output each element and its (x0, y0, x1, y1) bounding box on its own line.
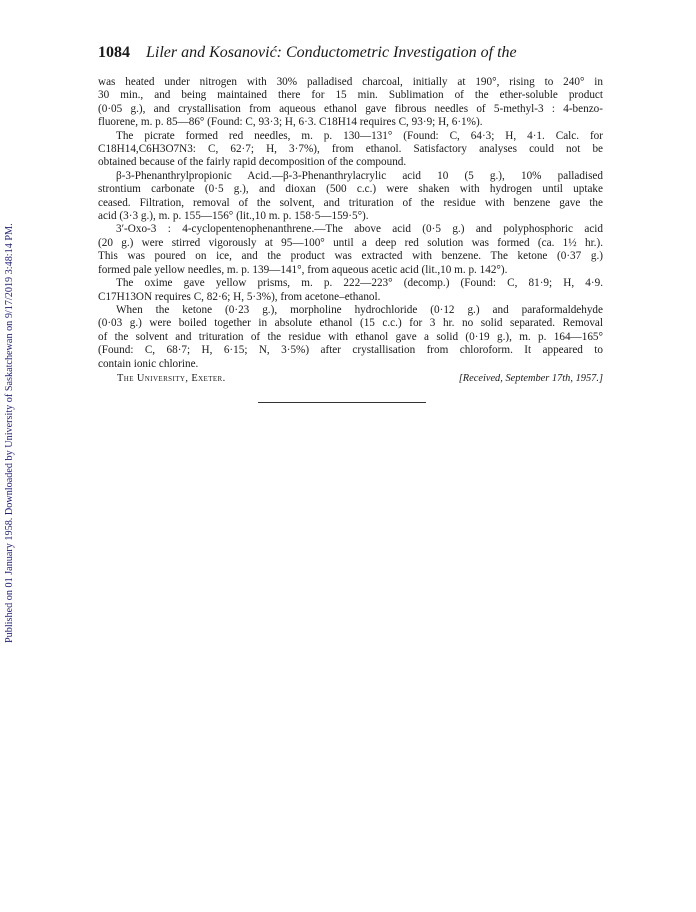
text-line: 3′-Oxo-3 : 4-cyclopentenophenanthrene.—The above acid (0·5 g.) and polyphosphoric acid (116, 223, 603, 236)
page-number: 1084 (98, 44, 130, 61)
text-line: The picrate formed red needles, m. p. 130—131° (Found: C, 64·3; H, 4·1. Calc. for (116, 129, 603, 142)
text-line: strontium carbonate (0·5 g.), and dioxan (500 c.c.) were shaken with hydrogen until uptake (98, 183, 603, 196)
text-line: C17H13ON requires C, 82·6; H, 5·3%), from acetone–ethanol. (98, 290, 381, 303)
text-line: formed pale yellow needles, m. p. 139—141°, from aqueous acetic acid (lit.,10 m. p. 142°). (98, 263, 508, 276)
affiliation: The University, Exeter. (117, 373, 226, 384)
text-line: acid (3·3 g.), m. p. 155—156° (lit.,10 m. p. 158·5—159·5°). (98, 210, 369, 223)
paragraph (98, 223, 603, 277)
text-line: The oxime gave yellow prisms, m. p. 222—223° (decomp.) (Found: C, 81·9; H, 4·9. (116, 277, 603, 290)
text-line: fluorene, m. p. 85—86° (Found: C, 93·3; H, 6·3. C18H14 requires C, 93·9; H, 6·1%). (98, 116, 483, 129)
text-line: (0·03 g.) were boiled together in absolute ethanol (15 c.c.) for 3 hr. no solid separated. Removal (98, 317, 603, 330)
text-line: ceased. Filtration, removal of the solvent, and trituration of the residue with benzene gave the (98, 196, 603, 209)
text-line: When the ketone (0·23 g.), morpholine hydrochloride (0·12 g.) and paraformaldehyde (116, 303, 603, 316)
article-body (98, 76, 603, 371)
running-header (98, 44, 598, 66)
text-line: (Found: C, 68·7; H, 6·15; N, 3·5%) after crystallisation from chloroform. It appeared to (98, 344, 603, 357)
text-line: 30 min., and being maintained there for 15 min. Sublimation of the ether-soluble product (98, 89, 603, 102)
text-line: obtained because of the fairly rapid decomposition of the compound. (98, 156, 407, 169)
text-line: C18H14,C6H3O7N3: C, 62·7; H, 3·7%), from ethanol. Satisfactory analyses could not be (98, 143, 603, 156)
paragraph (98, 76, 603, 130)
paragraph (98, 304, 603, 371)
text-line: was heated under nitrogen with 30% palladised charcoal, initially at 190°, rising to 240° in (98, 76, 603, 88)
text-line: contain ionic chlorine. (98, 357, 199, 370)
text-line: (0·05 g.), and crystallisation from aqueous ethanol gave fibrous needles of 5-methyl-3 : 4-benzo- (98, 102, 603, 115)
watermark-text: Published on 01 January 1958. Downloaded by University of Saskatchewan on 9/17/2019 3:48:14 PM. (4, 223, 15, 643)
text-line: This was poured on ice, and the product was extracted with benzene. The ketone (0·37 g.) (98, 250, 603, 263)
end-rule (258, 402, 426, 403)
paragraph (98, 170, 603, 224)
text-line: of the solvent and trituration of the residue with ethanol gave a solid (0·19 g.), m. p. 164—165° (98, 330, 603, 343)
text-line: β-3-Phenanthrylpropionic Acid.—β-3-Phenanthrylacrylic acid 10 (5 g.), 10% palladised (116, 169, 603, 182)
article-footer (117, 373, 603, 389)
paragraph (98, 130, 603, 170)
running-title: Liler and Kosanović: Conductometric Investigation of the (146, 44, 517, 61)
paragraph (98, 277, 603, 304)
received-date: [Received, September 17th, 1957.] (458, 373, 603, 384)
download-watermark (2, 128, 20, 648)
text-line: (20 g.) were stirred vigorously at 95—100° until a deep red solution was formed (ca. 1½ hr.). (98, 236, 603, 249)
